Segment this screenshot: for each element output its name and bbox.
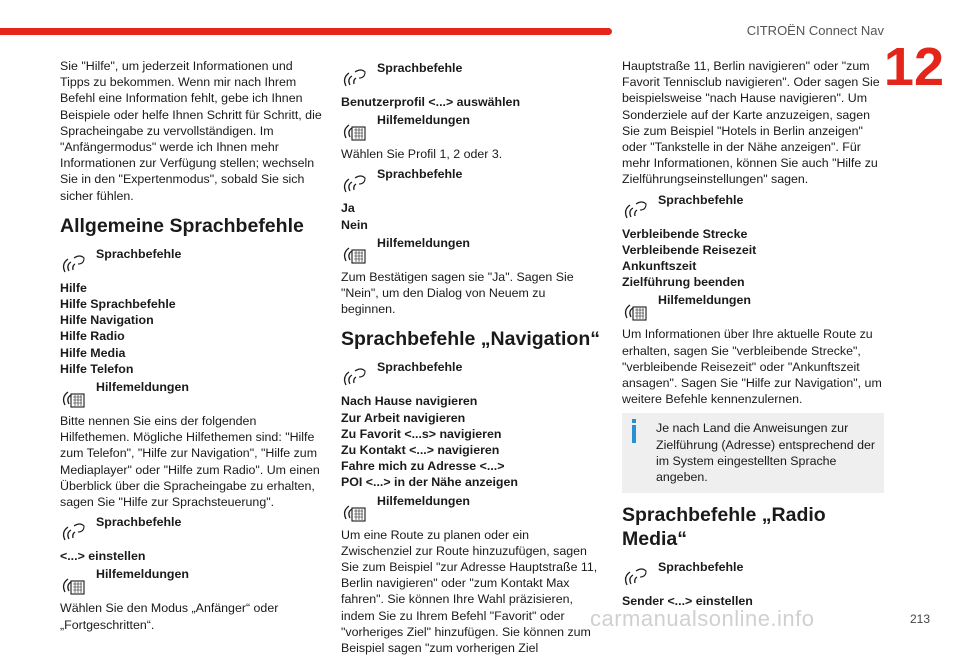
help-message-block [622,292,884,324]
command-item: Hilfe Telefon [60,361,134,376]
section-heading-radio-media: Sprachbefehle „Radio Media“ [622,504,826,551]
help-message-icon [341,499,367,525]
voice-command-block [341,60,603,92]
column-left [60,58,322,637]
help-message-icon [60,572,86,598]
voice-command-label: Sprachbefehle [658,192,744,207]
help-message-icon [341,118,367,144]
voice-command-block [622,559,884,591]
help-message-label: Hilfemeldungen [658,293,751,308]
command-item: Benutzerprofil <...> auswählen [341,95,521,109]
manual-title: CITROËN Connect Nav [746,23,884,38]
info-text: Je nach Land die Anweisungen zur Zielführung (Adresse) entsprechend der im System eingestellten Sprache angeben. [656,421,876,485]
help-text: Bitte nennen Sie eins der folgenden Hilfethemen. Mögliche Hilfethemen sind: "Hilfe zum Telefon", "Hilfe zur Navigation", "Hilfe zum Mediaplayer" oder "Hilfe zum Radio". Um einen Überblick über die Spracheingabe zu erhalten, sagen Sie "Hilfe zur Sprachsteuerung". [60,414,320,510]
command-item: Verbleibende Reisezeit [622,242,757,257]
help-message-label: Hilfemeldungen [96,567,189,582]
command-item: Sender <...> einstellen [622,594,753,609]
voice-command-label: Sprachbefehle [96,515,182,530]
command-item: Zu Kontakt <...> navigieren [341,443,500,458]
voice-command-block [60,246,322,278]
voice-command-icon [60,252,86,274]
command-item: Zielführung beenden [622,275,745,290]
chapter-number: 12 [883,37,944,97]
command-item: Hilfe Radio [60,329,125,344]
help-text: Um Informationen über Ihre aktuelle Route zu erhalten, sagen Sie "verbleibende Strecke", "verbleibende Reisezeit" oder "Ankunftszeit ansagen". Sagen Sie "Hilfe zur Navigation", um weitere Befehle kennenzulernen. [622,327,882,407]
voice-command-block [622,192,884,224]
voice-command-icon [341,365,367,387]
command-item: Nach Hause navigieren [341,394,478,409]
info-box [622,413,884,493]
command-item: Zur Arbeit navigieren [341,410,466,425]
help-text: Zum Bestätigen sagen sie "Ja". Sagen Sie "Nein", um den Dialog von Neuem zu beginnen. [341,269,574,317]
voice-command-label: Sprachbefehle [377,360,463,375]
help-text: Wählen Sie den Modus „Anfänger“ oder „Fortgeschritten“. [60,601,279,632]
intro-paragraph: Sie "Hilfe", um jederzeit Informationen und Tipps zu bekommen. Wenn mir nach Ihrem Befehl eine Information fehlt, gebe ich Ihnen Beispiele oder helfe Ihnen Schritt für Schritt, die Spracheingabe zu vervollständigen. Im "Anfängermodus" werde ich Ihnen mehr Informationen zur Verfügung stellen; wechseln Sie in den "Expertenmodus", sobald Sie sich sicher fühlen. [60,59,322,203]
column-middle [341,58,603,660]
help-message-label: Hilfemeldungen [377,493,470,508]
watermark: carmanualsonline.info [590,606,815,631]
command-list-route [622,226,884,291]
help-message-block [341,493,603,525]
voice-command-label: Sprachbefehle [658,560,744,575]
command-list-general [60,280,322,377]
command-item: Ja [341,201,355,216]
voice-command-block [341,166,603,198]
info-icon-bar [632,425,636,443]
help-message-label: Hilfemeldungen [377,113,470,128]
info-icon [632,419,636,423]
page-number: 213 [909,612,930,626]
help-message-icon [60,385,86,411]
command-item: <...> einstellen [60,549,146,564]
voice-command-label: Sprachbefehle [96,246,182,261]
help-text: Um eine Route zu planen oder ein Zwischenziel zur Route hinzuzufügen, sagen Sie zum Beispiel "zur Adresse Hauptstraße 11, Berlin navigieren" oder "zum Kontakt Max fahren". Sie können Ihre Wahl präzisieren, indem Sie zu Ihrem Befehl "Favorit" oder "vorheriges Ziel" hinzufügen. Sie können zum Beispiel sagen "zum vorherigen Ziel [341,527,598,656]
command-item: Hilfe [60,280,87,295]
column-right [622,58,884,609]
voice-command-block [60,514,322,546]
help-message-block [60,379,322,411]
help-message-icon [341,241,367,267]
help-message-block [341,235,603,267]
command-item: Hilfe Media [60,345,126,360]
help-message-label: Hilfemeldungen [377,235,470,250]
help-message-block [60,566,322,598]
help-message-label: Hilfemeldungen [96,380,189,395]
section-heading-general: Allgemeine Sprachbefehle [60,214,304,237]
voice-command-icon [341,66,367,88]
help-text: Wählen Sie Profil 1, 2 oder 3. [341,147,503,162]
command-item: Hilfe Navigation [60,313,154,328]
continued-paragraph: Hauptstraße 11, Berlin navigieren" oder "zum Favorit Tennisclub navigieren". Oder sagen Sie beispielsweise "nach Hause navigieren". Um Sonderziele auf der Karte anzuzeigen, sagen Sie zum Beispiel "Hotels in Berlin anzeigen" oder "Tankstelle in der Nähe anzeigen". Für mehr Informationen, können Sie auch "Hilfe zu Zielführungseinstellungen" sagen. [622,59,880,187]
command-item: Zu Favorit <...s> navigieren [341,426,502,441]
help-message-block [341,112,603,144]
command-item: Fahre mich zu Adresse <...> [341,459,505,474]
command-item: Ankunftszeit [622,259,697,274]
command-item: Verbleibende Strecke [622,226,748,241]
header-red-bar [0,28,612,35]
command-item: POI <...> in der Nähe anzeigen [341,475,518,490]
help-message-icon [622,298,648,324]
command-item: Nein [341,217,368,232]
voice-command-icon [341,172,367,194]
command-list-navigation [341,393,603,490]
voice-command-icon [60,520,86,542]
section-heading-navigation: Sprachbefehle „Navigation“ [341,328,600,351]
voice-command-label: Sprachbefehle [377,167,463,182]
voice-command-icon [622,198,648,220]
voice-command-block [341,359,603,391]
voice-command-icon [622,565,648,587]
voice-command-label: Sprachbefehle [377,61,463,75]
command-item: Hilfe Sprachbefehle [60,297,176,312]
